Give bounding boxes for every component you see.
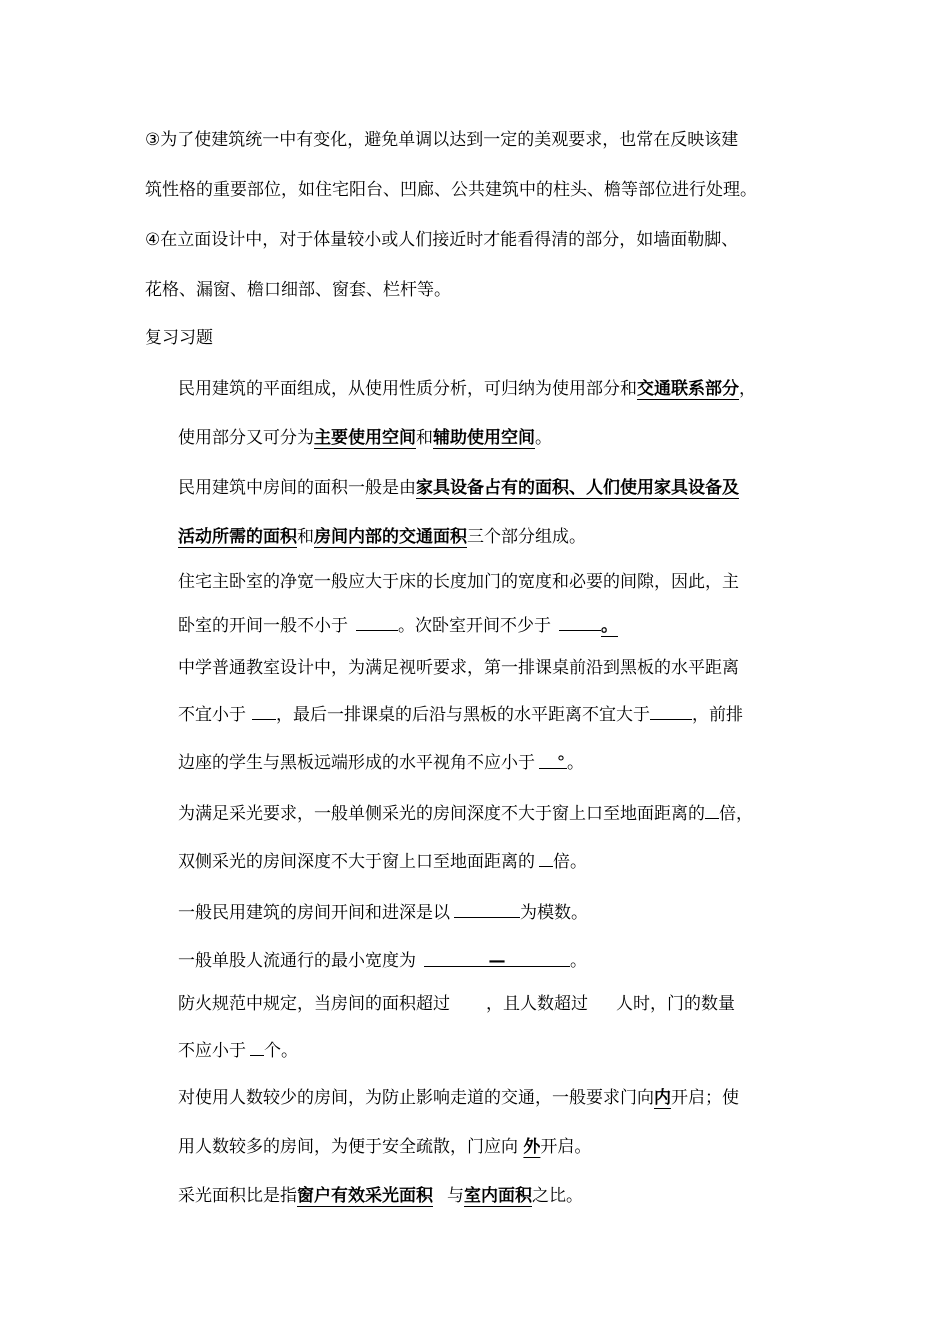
q5-blank-2[interactable] — [539, 848, 553, 867]
q5-line-1 — [178, 800, 753, 827]
q2-answer-2: 房间内部的交通面积 — [314, 527, 467, 547]
q3-blank-2[interactable] — [559, 612, 601, 631]
q7-line — [178, 948, 587, 974]
q4-degree-sign: ° — [556, 753, 566, 773]
q7-dash: — — [488, 951, 506, 971]
q6-line — [178, 899, 588, 926]
q2-text-a: 民用建筑中房间的面积一般是由 — [178, 478, 416, 498]
q2-line-1 — [178, 475, 739, 501]
q4-blank-2[interactable] — [650, 701, 692, 720]
q1-answer-3: 辅助使用空间 — [433, 428, 535, 448]
q9-answer-1: 内 — [654, 1088, 671, 1108]
q4-line-2 — [178, 701, 743, 728]
q10-text-c: 之比。 — [532, 1186, 583, 1206]
q4-line-3 — [178, 750, 584, 776]
q6-blank[interactable] — [454, 899, 520, 918]
intro-line-1: ③为了使建筑统一中有变化，避免单调以达到一定的美观要求，也常在反映该建 — [145, 130, 739, 150]
q9-line-1 — [178, 1085, 739, 1111]
q3-text-b: 。次卧室开间不少于 — [398, 616, 551, 636]
q10-answer-2: 室内面积 — [464, 1186, 532, 1206]
q9-text-b: 开启；使 — [671, 1088, 739, 1108]
q3-blank-1[interactable] — [356, 612, 398, 631]
q5-line-2 — [178, 848, 587, 875]
q5-text-a: 为满足采光要求，一般单侧采光的房间深度不大于窗上口至地面距离的 — [178, 804, 705, 824]
q1-text-e: 。 — [535, 428, 552, 448]
q8-blank[interactable] — [250, 1037, 264, 1056]
q1-line-2 — [178, 425, 552, 451]
intro-line-2: 筑性格的重要部位，如住宅阳台、凹廊、公共建筑中的柱头、檐等部位进行处理。 — [145, 180, 757, 200]
q1-text-d: 和 — [416, 428, 433, 448]
q9-text-d: 开启。 — [540, 1137, 592, 1157]
q2-text-c: 三个部分组成。 — [467, 527, 586, 547]
q6-text-b: 为模数。 — [520, 903, 588, 923]
q10-text-a: 采光面积比是指 — [178, 1186, 297, 1206]
q4-text-b: ，最后一排课桌的后沿与黑板的水平距离不宜大于 — [276, 705, 650, 725]
q1-answer-1: 交通联系部分 — [637, 379, 739, 399]
q7-blank[interactable] — [424, 948, 570, 971]
q6-text-a: 一般民用建筑的房间开间和进深是以 — [178, 903, 450, 923]
intro-line-4: 花格、漏窗、檐口细部、窗套、栏杆等。 — [145, 280, 451, 300]
q2-answer-1: 家具设备占有的面积、人们使用家具设备及 — [416, 478, 739, 498]
q9-text-c: 用人数较多的房间，为便于安全疏散，门应向 — [178, 1137, 524, 1157]
q10-answer-1: 窗户有效采光面积 — [297, 1186, 433, 1206]
q8-text-a: 防火规范中规定，当房间的面积超过 — [178, 994, 450, 1014]
q1-line-1 — [178, 376, 756, 402]
q4-text-f: 。 — [567, 753, 584, 773]
q2-text-b: 和 — [297, 527, 314, 547]
q1-answer-2: 主要使用空间 — [314, 428, 416, 448]
q8-text-d: 不应小于 — [178, 1041, 246, 1061]
q4-blank-3[interactable] — [539, 750, 567, 773]
q10-text-b: 与 — [447, 1186, 464, 1206]
q1-text-a: 民用建筑的平面组成，从使用性质分析，可归纳为使用部分和 — [178, 379, 637, 399]
q9-line-2 — [178, 1134, 591, 1160]
q9-answer-2: 外 — [523, 1137, 541, 1157]
q8-text-e: 个。 — [264, 1041, 298, 1061]
section-title: 复习习题 — [145, 328, 213, 348]
intro-line-3: ④在立面设计中，对于体量较小或人们接近时才能看得清的部分，如墙面勒脚、 — [145, 230, 739, 250]
q3-text-c: 。 — [601, 616, 618, 636]
q10-line — [178, 1183, 583, 1209]
q4-text-d: 边座的学生与黑板远端形成的水平视角不应小于 — [178, 753, 535, 773]
q3-line-2 — [178, 612, 618, 639]
q7-text-b: 。 — [570, 951, 587, 971]
q3-line-1: 住宅主卧室的净宽一般应大于床的长度加门的宽度和必要的间隙，因此，主 — [178, 572, 739, 592]
q5-text-c: 双侧采光的房间深度不大于窗上口至地面距离的 — [178, 852, 535, 872]
q4-line-1: 中学普通教室设计中，为满足视听要求，第一排课桌前沿到黑板的水平距离 — [178, 658, 739, 678]
q8-text-b: ，且人数超过 — [486, 994, 588, 1014]
q2-answer-1-cont: 活动所需的面积 — [178, 527, 297, 547]
q4-blank-1[interactable] — [252, 701, 276, 720]
q2-line-2 — [178, 524, 586, 550]
q1-text-c: 使用部分又可分为 — [178, 428, 314, 448]
q3-text-a: 卧室的开间一般不小于 — [178, 616, 348, 636]
q5-text-d: 倍。 — [553, 852, 587, 872]
q9-text-a: 对使用人数较少的房间，为防止影响走道的交通，一般要求门向 — [178, 1088, 654, 1108]
q8-text-c: 人时，门的数量 — [616, 994, 735, 1014]
q5-text-b: 倍， — [719, 804, 753, 824]
q5-blank-1[interactable] — [705, 800, 719, 819]
q4-text-c: ，前排 — [692, 705, 743, 725]
q7-text-a: 一般单股人流通行的最小宽度为 — [178, 951, 416, 971]
q8-line-2 — [178, 1037, 298, 1064]
q1-text-b: ， — [739, 379, 756, 399]
q8-line-1 — [178, 991, 735, 1017]
q4-text-a: 不宜小于 — [178, 705, 246, 725]
